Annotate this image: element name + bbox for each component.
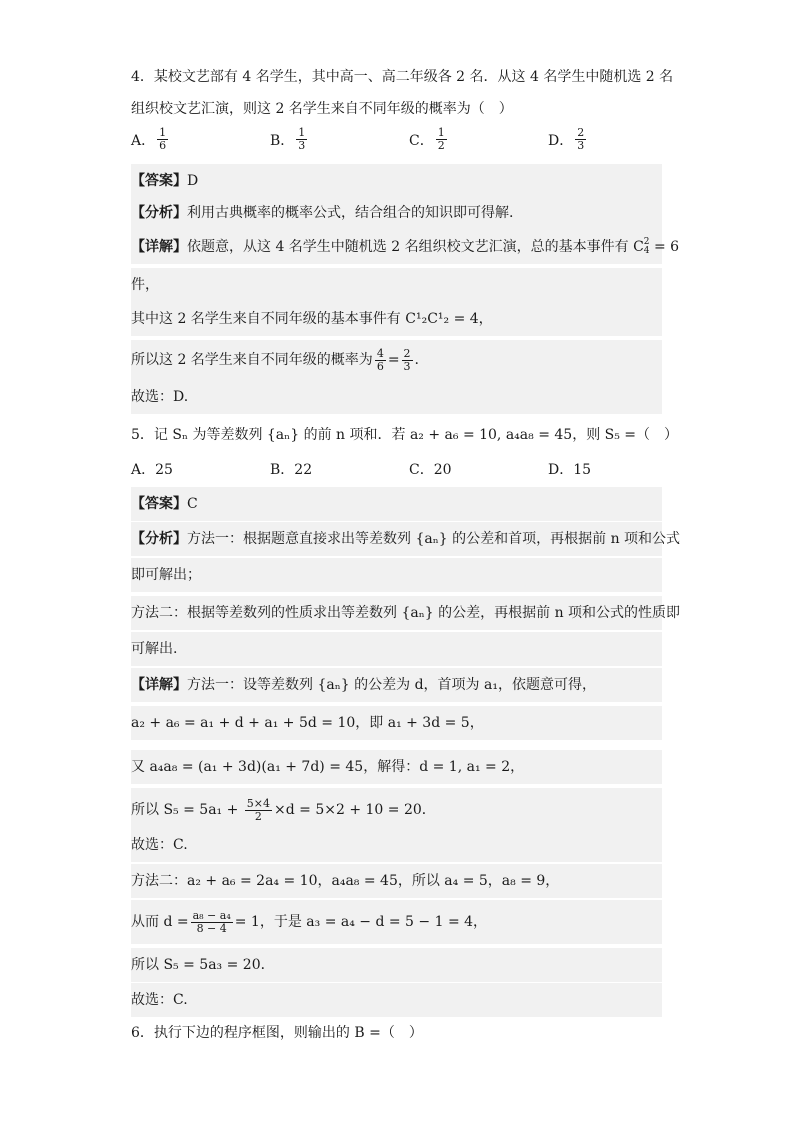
q4-answer bbox=[131, 164, 662, 198]
q5-detail-line3: 又 a₄a₈ = (a₁ + 3d)(a₁ + 7d) = 45，解得：d = 1, a₁ = 2， bbox=[131, 750, 662, 784]
q5-option-a: A．25 bbox=[131, 462, 173, 478]
q4-analysis bbox=[131, 196, 662, 230]
q5-conclusion1: 故选：C. bbox=[131, 828, 662, 862]
q4-stem-line1: 4．某校文艺部有 4 名学生，其中高一、高二年级各 2 名．从这 4 名学生中随机选 2 名 bbox=[131, 69, 674, 85]
q5-options bbox=[131, 453, 662, 487]
q4-detail-line3: 其中这 2 名学生来自不同年级的基本事件有 C¹₂C¹₂ = 4， bbox=[131, 302, 662, 336]
q6-stem: 6．执行下边的程序框图，则输出的 B =（ ） bbox=[131, 1025, 423, 1041]
q5-stem: 5．记 Sₙ 为等差数列 {aₙ} 的前 n 项和．若 a₂ + a₆ = 10, a₄a₈ = 45，则 S₅ =（ ） bbox=[131, 427, 679, 443]
q4-detail-tag: 【详解】 bbox=[131, 239, 187, 255]
q5-method2-line1: 方法二：a₂ + a₆ = 2a₄ = 10，a₄a₈ = 45，所以 a₄ = 5，a₈ = 9， bbox=[131, 864, 662, 898]
q5-method2-line2: 从而 d = $\frac{\text{a₈ − a₄}}{8 - 4}$ = 1，于是 a₃ = a₄ − d = 5 − 1 = 4， bbox=[131, 900, 662, 944]
q4-option-d: D． $\frac{2}{3}$ bbox=[548, 126, 585, 152]
q5-method2-line3: 所以 S₅ = 5a₃ = 20． bbox=[131, 948, 662, 982]
q5-detail-tag: 【详解】 bbox=[131, 677, 187, 693]
q5-answer-tag: 【答案】 bbox=[131, 496, 187, 512]
q4-answer-value: D bbox=[187, 173, 199, 189]
q4-option-b: B． $\frac{1}{3}$ bbox=[270, 126, 306, 152]
q4-option-a: A． $\frac{1}{6}$ bbox=[131, 126, 167, 152]
q4-conclusion: 故选：D. bbox=[131, 380, 662, 414]
q4-detail-line2: 件， bbox=[131, 268, 662, 302]
q5-analysis-line4: 可解出. bbox=[131, 632, 662, 666]
q5-analysis-line1: 【分析】方法一：根据题意直接求出等差数列 {aₙ} 的公差和首项，再根据前 n 项和公式 bbox=[131, 522, 662, 556]
q4-option-c: C． $\frac{1}{2}$ bbox=[409, 126, 445, 152]
q5-detail-line2: a₂ + a₆ = a₁ + d + a₁ + 5d = 10，即 a₁ + 3d = 5， bbox=[131, 706, 662, 740]
q4-options bbox=[131, 124, 662, 164]
q4-answer-tag: 【答案】 bbox=[131, 173, 187, 189]
q5-analysis-line2: 即可解出； bbox=[131, 558, 662, 592]
q4-analysis-text: 利用古典概率的概率公式，结合组合的知识即可得解. bbox=[187, 205, 514, 221]
q5-option-b: B．22 bbox=[270, 462, 313, 478]
q5-conclusion2: 故选：C. bbox=[131, 983, 662, 1017]
q5-option-c: C．20 bbox=[409, 462, 452, 478]
q5-analysis-tag: 【分析】 bbox=[131, 531, 187, 547]
q4-detail-line4: 所以这 2 名学生来自不同年级的概率为 $\frac{4}{6}$ = $\frac{2}{3}$ . bbox=[131, 340, 662, 380]
q5-detail-line1: 【详解】方法一：设等差数列 {aₙ} 的公差为 d，首项为 a₁，依题意可得， bbox=[131, 668, 662, 702]
q5-option-d: D．15 bbox=[548, 462, 592, 478]
q5-analysis-line3: 方法二：根据等差数列的性质求出等差数列 {aₙ} 的公差，再根据前 n 项和公式的性质即 bbox=[131, 596, 662, 630]
q5-answer-value: C bbox=[187, 496, 198, 512]
q5-answer bbox=[131, 487, 662, 521]
q4-stem-line2: 组织校文艺汇演，则这 2 名学生来自不同年级的概率为（ ） bbox=[131, 101, 513, 117]
q4-analysis-tag: 【分析】 bbox=[131, 205, 187, 221]
q4-detail-line1: 【详解】依题意，从这 4 名学生中随机选 2 名组织校文艺汇演，总的基本事件有 C 2 4 = 6 bbox=[131, 230, 662, 264]
q5-detail-line4: 所以 S₅ = 5a₁ + $\frac{5\times 4}{2}$ ×d = 5×2 + 10 = 20． bbox=[131, 788, 662, 832]
